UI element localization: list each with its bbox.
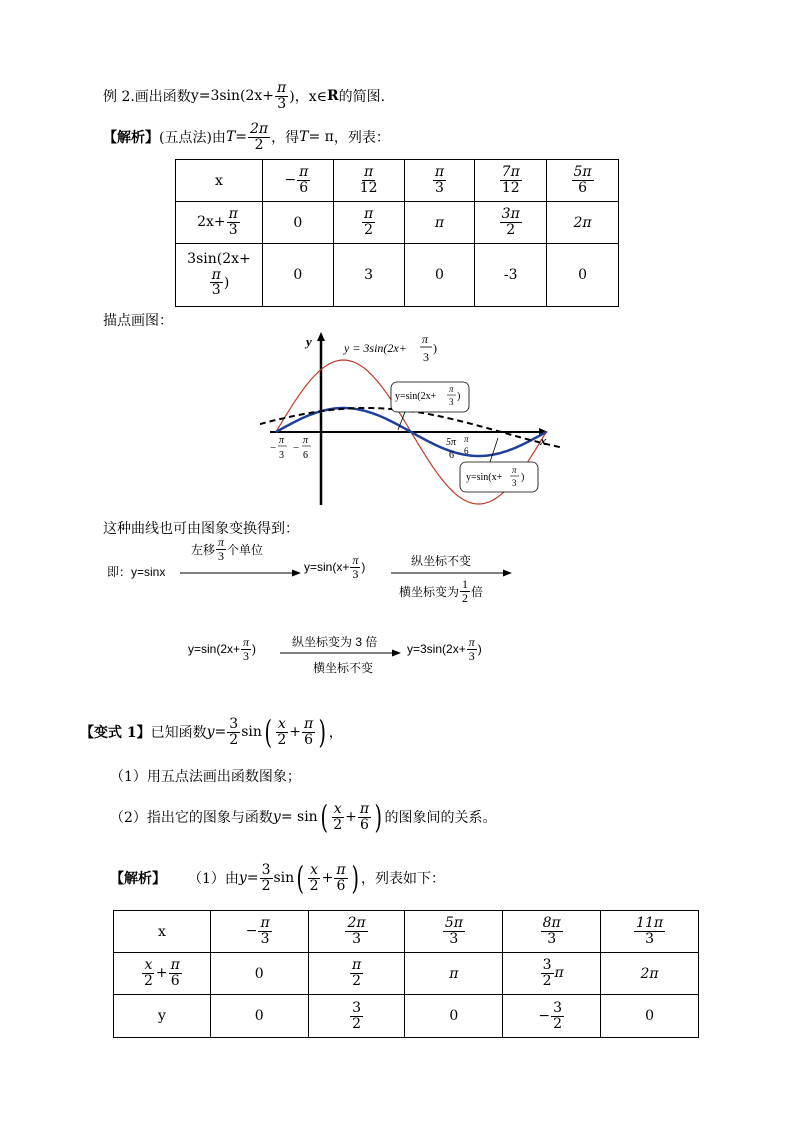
- frac-den: 2: [143, 973, 153, 989]
- table2-row-y: [114, 995, 699, 1038]
- plus: +: [321, 870, 334, 886]
- frac-den: 3: [277, 95, 287, 112]
- frac-num: π: [228, 206, 238, 223]
- tick-den: 3: [279, 450, 284, 461]
- q2-frac2: [358, 802, 371, 832]
- label-den: 3: [449, 397, 454, 407]
- frac-den: 2: [254, 136, 264, 153]
- x-axis-label: x: [540, 433, 547, 448]
- cell-frac: [572, 165, 594, 195]
- q2-post: 的图象间的关系。: [384, 810, 497, 826]
- frac-num: π: [364, 206, 374, 223]
- table2-arg-cell: [308, 953, 405, 995]
- frac-den: 3: [449, 931, 459, 947]
- tick-den: 6: [449, 450, 454, 461]
- tick-label-neg-pi3: [270, 435, 287, 461]
- cell-frac: [345, 916, 367, 946]
- in-frac2: [334, 863, 347, 893]
- period-symbol: T: [225, 129, 236, 145]
- table2-row-x: [114, 911, 699, 953]
- analysis1-line: [103, 118, 390, 156]
- plus: +: [289, 724, 302, 740]
- label-num: π: [512, 465, 517, 475]
- tick-label-pi6: [464, 434, 469, 456]
- table1-x-cell: [262, 160, 333, 202]
- table2-y-cell: [601, 995, 699, 1038]
- step1-label: [191, 536, 263, 562]
- variant1-line: [80, 710, 343, 754]
- frac-num: 3: [542, 957, 552, 974]
- step1-arrow: [180, 568, 302, 578]
- cell-value: 0: [449, 1008, 459, 1024]
- cell-value: 2π: [573, 214, 592, 231]
- tick-num: π: [279, 435, 285, 446]
- equals: =: [246, 870, 259, 886]
- in-frac1: [308, 863, 321, 893]
- example2-tail: 的简图.: [338, 89, 386, 105]
- frac-den: 2: [542, 973, 552, 989]
- frac-den: 3: [468, 648, 475, 663]
- frac-den: 3: [228, 222, 238, 238]
- frac-num: π: [277, 79, 287, 96]
- frac-num: π: [170, 957, 180, 974]
- variant-tag: 【变式 1】: [80, 725, 151, 741]
- frac-num: π: [211, 266, 221, 283]
- label-post: ): [457, 391, 461, 402]
- red-curve-label: [343, 332, 437, 364]
- table1-x-label: [176, 160, 263, 202]
- label-pre: y=sin(x+: [466, 472, 503, 483]
- analysis2-line: [110, 856, 445, 900]
- table2-y-cell: [308, 995, 405, 1038]
- frac-den: 3: [260, 931, 270, 947]
- cell-frac: [634, 916, 665, 946]
- period-value: = π: [308, 129, 334, 145]
- frac-num: π: [260, 915, 270, 932]
- frac-den: 3: [352, 566, 359, 581]
- table2-x-cell: [308, 911, 405, 953]
- frac-den: 2: [309, 877, 319, 894]
- cell-value: π: [449, 965, 459, 982]
- tick-num: π: [464, 434, 469, 444]
- cell-value: 0: [293, 214, 303, 231]
- cell-frac: [433, 165, 446, 195]
- step1-post: 个单位: [227, 542, 264, 557]
- question2-line: [110, 796, 497, 838]
- table1-row-x: [176, 160, 619, 202]
- table1-y-cell: [333, 244, 404, 307]
- left-paren: (: [296, 859, 305, 897]
- y-axis-label: y: [306, 334, 312, 349]
- frac-den: 12: [359, 180, 378, 196]
- x-label: x: [157, 923, 166, 940]
- frac-num: 7π: [501, 164, 520, 181]
- arrow-head: [292, 570, 301, 577]
- label-num: π: [449, 384, 454, 394]
- equals: =: [235, 129, 248, 145]
- step2-bot-post: 倍: [471, 584, 484, 599]
- end-frac: [467, 636, 477, 662]
- frac-num: 1: [462, 577, 469, 591]
- cell-frac: [350, 958, 363, 988]
- example2-func-post: )，x∈: [289, 89, 327, 105]
- y-symbol: y: [206, 724, 215, 740]
- start2-frac: [241, 636, 251, 662]
- transform-intro: 这种曲线也可由图象变换得到：: [103, 521, 299, 537]
- table2-x-label: [114, 911, 211, 953]
- label-den: 3: [512, 478, 517, 488]
- x-label: x: [215, 172, 223, 189]
- frac-num: 5π: [573, 164, 592, 181]
- table1-y-cell: [547, 244, 619, 307]
- frac-den: 6: [170, 973, 180, 989]
- plus: +: [345, 809, 357, 825]
- coef-frac: [227, 717, 240, 747]
- mid1-frac: [350, 554, 360, 580]
- frac-num: 5π: [444, 915, 463, 932]
- table2-row-arg: [114, 953, 699, 995]
- mid1-pre: y=sin(x+: [304, 560, 350, 575]
- table1-y-cell: [262, 244, 333, 307]
- cell-value: 0: [293, 267, 303, 283]
- mid1-expr: [304, 554, 365, 580]
- tick-num: 5π: [446, 437, 457, 448]
- arg-frac1: [142, 958, 155, 988]
- right-paren: ): [351, 859, 359, 897]
- cell-value: 2π: [640, 965, 659, 982]
- in-frac2: [302, 717, 315, 747]
- table2: [113, 910, 699, 1038]
- mid1-post: ): [361, 560, 366, 575]
- f-close: ): [223, 274, 230, 291]
- cell-value: 0: [434, 267, 444, 283]
- frac-den: 2: [462, 590, 469, 605]
- table1-x-cell: [475, 160, 547, 202]
- frac-den: 2: [229, 731, 239, 748]
- table1-x-cell: [333, 160, 404, 202]
- table2-arg-label: [114, 953, 211, 995]
- analysis-tag: 【解析】: [110, 871, 166, 887]
- equals: =: [214, 724, 227, 740]
- end-pre: y=3sin(2x+: [407, 642, 466, 657]
- table1-arg-cell: [333, 202, 404, 244]
- frac-den: 2: [352, 973, 361, 989]
- label-post: ): [521, 472, 525, 483]
- frac-num: 3: [553, 999, 563, 1016]
- y-symbol: y: [272, 809, 281, 825]
- f-frac: [210, 268, 223, 298]
- y-symbol: y: [238, 870, 247, 886]
- table1-arg-cell: [547, 202, 619, 244]
- sign: −: [538, 1008, 551, 1024]
- cell-frac: [297, 165, 310, 195]
- right-paren: ): [318, 713, 327, 751]
- question1: （1）用五点法画出函数图象；: [110, 769, 301, 785]
- variant-text: 已知函数: [150, 725, 207, 741]
- arg-pre: 2x+: [197, 214, 226, 231]
- example2-label: 例 2.画出函数: [103, 89, 191, 105]
- frac-num: π: [351, 957, 362, 974]
- arrow-head: [503, 570, 512, 577]
- table1-arg-label: [176, 202, 263, 244]
- q2-pre: （2）指出它的图象与函数: [110, 810, 273, 826]
- step3-arrow: [280, 648, 402, 658]
- table1-y-cell: [404, 244, 475, 307]
- frac-num: 3: [352, 999, 361, 1016]
- tick-sign: −: [270, 442, 277, 454]
- period-frac: [248, 122, 270, 152]
- cell-frac: [443, 916, 465, 946]
- tick-sign: −: [293, 442, 300, 454]
- frac-den: 2: [333, 816, 343, 833]
- cell-value: 0: [578, 267, 588, 283]
- frac-den: 3: [211, 282, 221, 299]
- frac-den: 6: [304, 731, 314, 748]
- analysis1-text3: ，列表：: [333, 130, 390, 146]
- start2-pre: y=sin(2x+: [188, 642, 241, 657]
- q2-frac1: [331, 802, 344, 832]
- cell-frac: [350, 1001, 363, 1031]
- frac-num: x: [310, 861, 319, 878]
- example2-func-pre: y=3sin(2x+: [190, 88, 275, 104]
- frac-num: 3π: [501, 206, 520, 223]
- cell-value: 0: [645, 1008, 655, 1024]
- frac-den: 3: [645, 931, 655, 947]
- label-post: ): [433, 341, 437, 355]
- table1: [175, 159, 619, 307]
- arg-frac: [227, 207, 240, 237]
- frac-den: 6: [359, 816, 369, 833]
- arg-frac2: [169, 958, 182, 988]
- cell-frac: [500, 207, 522, 237]
- transform-row1: [103, 536, 523, 616]
- cell-frac: [258, 916, 271, 946]
- table1-x-cell: [404, 160, 475, 202]
- frac-num: π: [364, 164, 374, 181]
- label-pre-text: y = 3sin(2x+: [344, 341, 407, 355]
- frac-den: 2: [277, 731, 287, 748]
- frac-num: π: [336, 861, 346, 878]
- frac-num: 3: [261, 861, 271, 878]
- step2-frac: [460, 578, 470, 604]
- frac-num: π: [243, 635, 250, 649]
- start2-post: ): [252, 642, 257, 657]
- cell-value: 3: [364, 267, 374, 283]
- sign: −: [245, 923, 258, 940]
- cell-frac: [500, 165, 522, 195]
- cell-frac: [358, 165, 380, 195]
- sign: −: [284, 172, 297, 189]
- plus: +: [155, 965, 168, 982]
- example2-func-frac: [275, 81, 288, 111]
- q2-eq: = sin: [280, 809, 318, 825]
- frac-num: π: [218, 535, 225, 549]
- label-pre: y=sin(2x+: [395, 391, 437, 402]
- transform-row2: [185, 630, 525, 680]
- step2-bot-pre: 横坐标变为: [399, 584, 460, 599]
- table1-y-label: [176, 244, 263, 307]
- label-pre: [343, 341, 407, 355]
- frac-num: π: [352, 553, 359, 567]
- plot-label: 描点画图：: [103, 313, 173, 329]
- frac-num: π: [299, 164, 309, 181]
- frac-num: π: [468, 635, 475, 649]
- example2-heading: [103, 78, 385, 114]
- period-symbol: T: [299, 129, 309, 145]
- step2-arrow: [391, 568, 513, 578]
- frac-den: 2: [364, 222, 374, 238]
- cell-value: -3: [503, 267, 518, 283]
- sin-text: sin: [241, 724, 262, 740]
- frac-num: 3: [229, 715, 239, 732]
- frac-num: π: [434, 164, 445, 181]
- table1-x-cell: [547, 160, 619, 202]
- start2-expr: [188, 636, 256, 662]
- step2-bottom: [399, 578, 483, 604]
- analysis2-text2: ，列表如下：: [361, 871, 446, 887]
- frac-den: 12: [501, 180, 520, 196]
- frac-num: 2π: [250, 120, 269, 137]
- table2-x-cell: [405, 911, 503, 953]
- blue-curve-callout: [391, 382, 469, 430]
- table1-row-arg: [176, 202, 619, 244]
- frac-den: 3: [243, 648, 250, 663]
- table1-arg-cell: [475, 202, 547, 244]
- y-label: y: [157, 1008, 166, 1024]
- table2-x-cell: [503, 911, 601, 953]
- in-frac1: [275, 717, 288, 747]
- end-post: ): [477, 642, 482, 657]
- step2-top: 纵坐标不变: [411, 554, 472, 568]
- table1-arg-cell: [404, 202, 475, 244]
- cell-frac: [541, 958, 554, 988]
- frac-num: x: [277, 715, 286, 732]
- cell-frac: [551, 1001, 564, 1031]
- frac-den: 2: [553, 1015, 563, 1032]
- coef-frac: [260, 863, 273, 893]
- frac-den: 6: [299, 180, 309, 196]
- table2-arg-cell: [503, 953, 601, 995]
- frac-den: 2: [506, 222, 516, 238]
- table2-arg-cell: [210, 953, 308, 995]
- comma: ，: [328, 725, 343, 741]
- table2-arg-cell: [405, 953, 503, 995]
- left-paren: (: [264, 713, 272, 751]
- table2-y-label: [114, 995, 211, 1038]
- cell-value: 0: [254, 965, 264, 982]
- frac-num: 2π: [347, 915, 366, 932]
- step1-pre: 左移: [191, 542, 216, 557]
- table1-row-y: [176, 244, 619, 307]
- frac-den: 3: [352, 931, 361, 947]
- cell-value: π: [434, 214, 445, 231]
- frac-num: 8π: [542, 915, 561, 932]
- cell-frac: [541, 916, 563, 946]
- cell-value: 0: [254, 1008, 264, 1024]
- frac-den: 2: [261, 877, 271, 894]
- sin-text: sin: [273, 870, 295, 886]
- frac-den: 6: [578, 180, 588, 196]
- frac-num: 11π: [636, 915, 664, 932]
- table2-x-cell: [601, 911, 699, 953]
- frac-den: 3: [218, 548, 225, 563]
- frac-num: x: [333, 800, 342, 817]
- table2-x-cell: [210, 911, 308, 953]
- frac-den: 2: [352, 1015, 361, 1032]
- frac-num: π: [304, 715, 314, 732]
- table2-y-cell: [210, 995, 308, 1038]
- frac-den: 3: [434, 180, 444, 196]
- label-num: π: [422, 332, 429, 346]
- label-den: 3: [423, 350, 429, 364]
- step3-bottom: 横坐标不变: [313, 661, 374, 675]
- step1-frac: [216, 536, 226, 562]
- step3-top: 纵坐标变为 3 倍: [292, 635, 378, 649]
- analysis1-text1: (五点法)由: [159, 130, 226, 146]
- left-paren: (: [320, 798, 328, 836]
- f-line1: 3sin(2x+: [187, 251, 251, 268]
- table1-y-cell: [475, 244, 547, 307]
- frac-num: x: [144, 957, 153, 974]
- transform-lead: 即：y=sinx: [107, 565, 166, 579]
- table2-y-cell: [503, 995, 601, 1038]
- dash-curve-callout: [460, 438, 538, 492]
- cell-frac: [362, 207, 375, 237]
- table2-y-cell: [405, 995, 503, 1038]
- tick-num: π: [303, 435, 309, 446]
- pi-suffix: π: [554, 965, 564, 982]
- analysis1-text2: ，得: [271, 130, 300, 146]
- analysis-tag: 【解析】: [103, 130, 159, 146]
- frac-den: 3: [547, 931, 557, 947]
- y-axis-arrow: [317, 332, 325, 341]
- analysis2-text1: （1）由: [188, 871, 239, 887]
- frac-num: π: [359, 800, 370, 817]
- tick-label-neg-pi6: [293, 435, 311, 461]
- right-paren: ): [374, 798, 383, 836]
- tick-den: 6: [303, 450, 308, 461]
- frac-den: 6: [336, 877, 346, 894]
- real-set-symbol: R: [326, 88, 339, 104]
- sine-graph: [260, 330, 560, 515]
- callout-pointer: [490, 438, 498, 462]
- table2-arg-cell: [601, 953, 699, 995]
- end-expr: [407, 636, 482, 662]
- tick-den: 6: [464, 446, 469, 456]
- arrow-head: [392, 650, 401, 657]
- table1-arg-cell: [262, 202, 333, 244]
